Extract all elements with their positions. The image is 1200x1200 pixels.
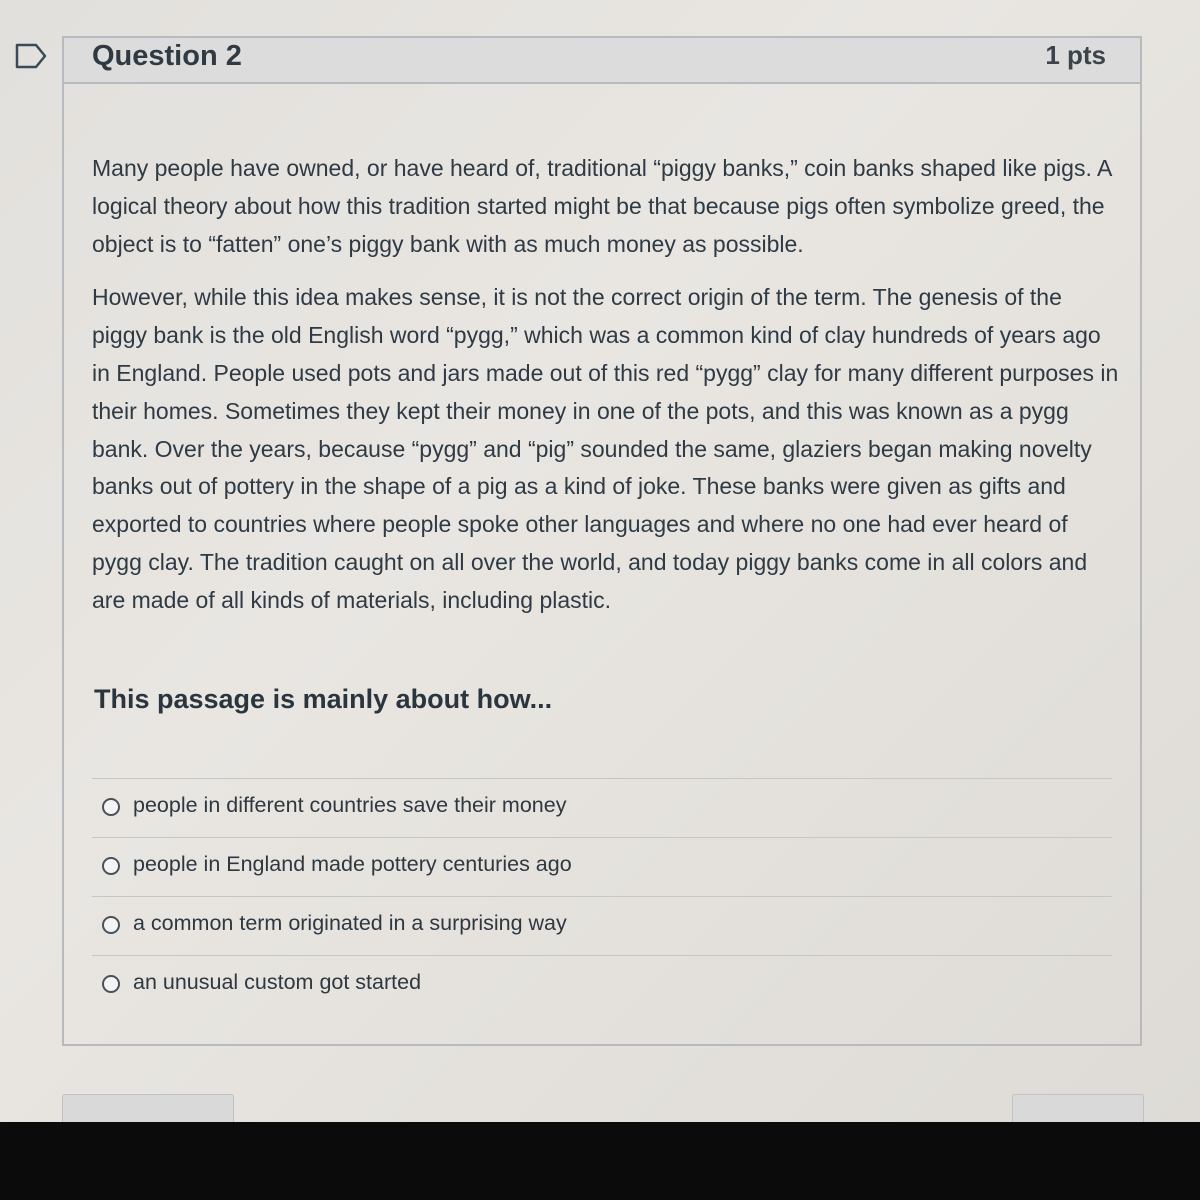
passage-paragraph: Many people have owned, or have heard of, traditional “piggy banks,” coin banks shaped like pigs. A logical theory about how this tradition started might be that because pigs often symbolize greed, the object is to “fatten” one’s piggy bank with as much money as possible.: [92, 155, 1112, 257]
radio-unselected-icon[interactable]: [102, 798, 120, 816]
answer-label[interactable]: people in different countries save their money: [133, 793, 567, 817]
answer-list: [92, 778, 1112, 1015]
question-points: 1 pts: [1045, 40, 1106, 70]
question-title: Question 2: [92, 40, 242, 72]
answer-option[interactable]: [92, 779, 1112, 838]
passage-paragraph: However, while this idea makes sense, it is not the correct origin of the term. The genesis of the piggy bank is the old English word “pygg,” which was a common kind of clay hundreds of years ago in England. People used pots and jars made out of this red “pygg” clay for many different purposes in their homes. Sometimes they kept their money in one of the pots, and this was known as a pygg bank. Over the years, because “pygg” and “pig” sounded the same, glaziers began making novelty banks out of pottery in the shape of a pig as a kind of joke. These banks were given as gifts and exported to countries where people spoke other languages and where no one had ever heard of pygg clay. The tradition caught on all over the world, and today piggy banks come in all colors and are made of all kinds of materials, including plastic.: [92, 284, 1119, 613]
answer-option[interactable]: [92, 897, 1112, 956]
radio-unselected-icon[interactable]: [102, 975, 120, 993]
flag-icon[interactable]: [12, 42, 48, 70]
question-header: [64, 38, 1140, 84]
answer-label[interactable]: people in England made pottery centuries ago: [133, 852, 572, 876]
device-bezel: [0, 1122, 1200, 1200]
question-card: [62, 36, 1142, 1046]
radio-unselected-icon[interactable]: [102, 916, 120, 934]
answer-label[interactable]: an unusual custom got started: [133, 970, 422, 994]
answer-label[interactable]: a common term originated in a surprising way: [133, 911, 567, 935]
radio-unselected-icon[interactable]: [102, 857, 120, 875]
answer-option[interactable]: [92, 838, 1112, 897]
reading-passage: [92, 150, 1122, 636]
question-prompt: This passage is mainly about how...: [94, 684, 553, 714]
answer-option[interactable]: [92, 956, 1112, 1015]
